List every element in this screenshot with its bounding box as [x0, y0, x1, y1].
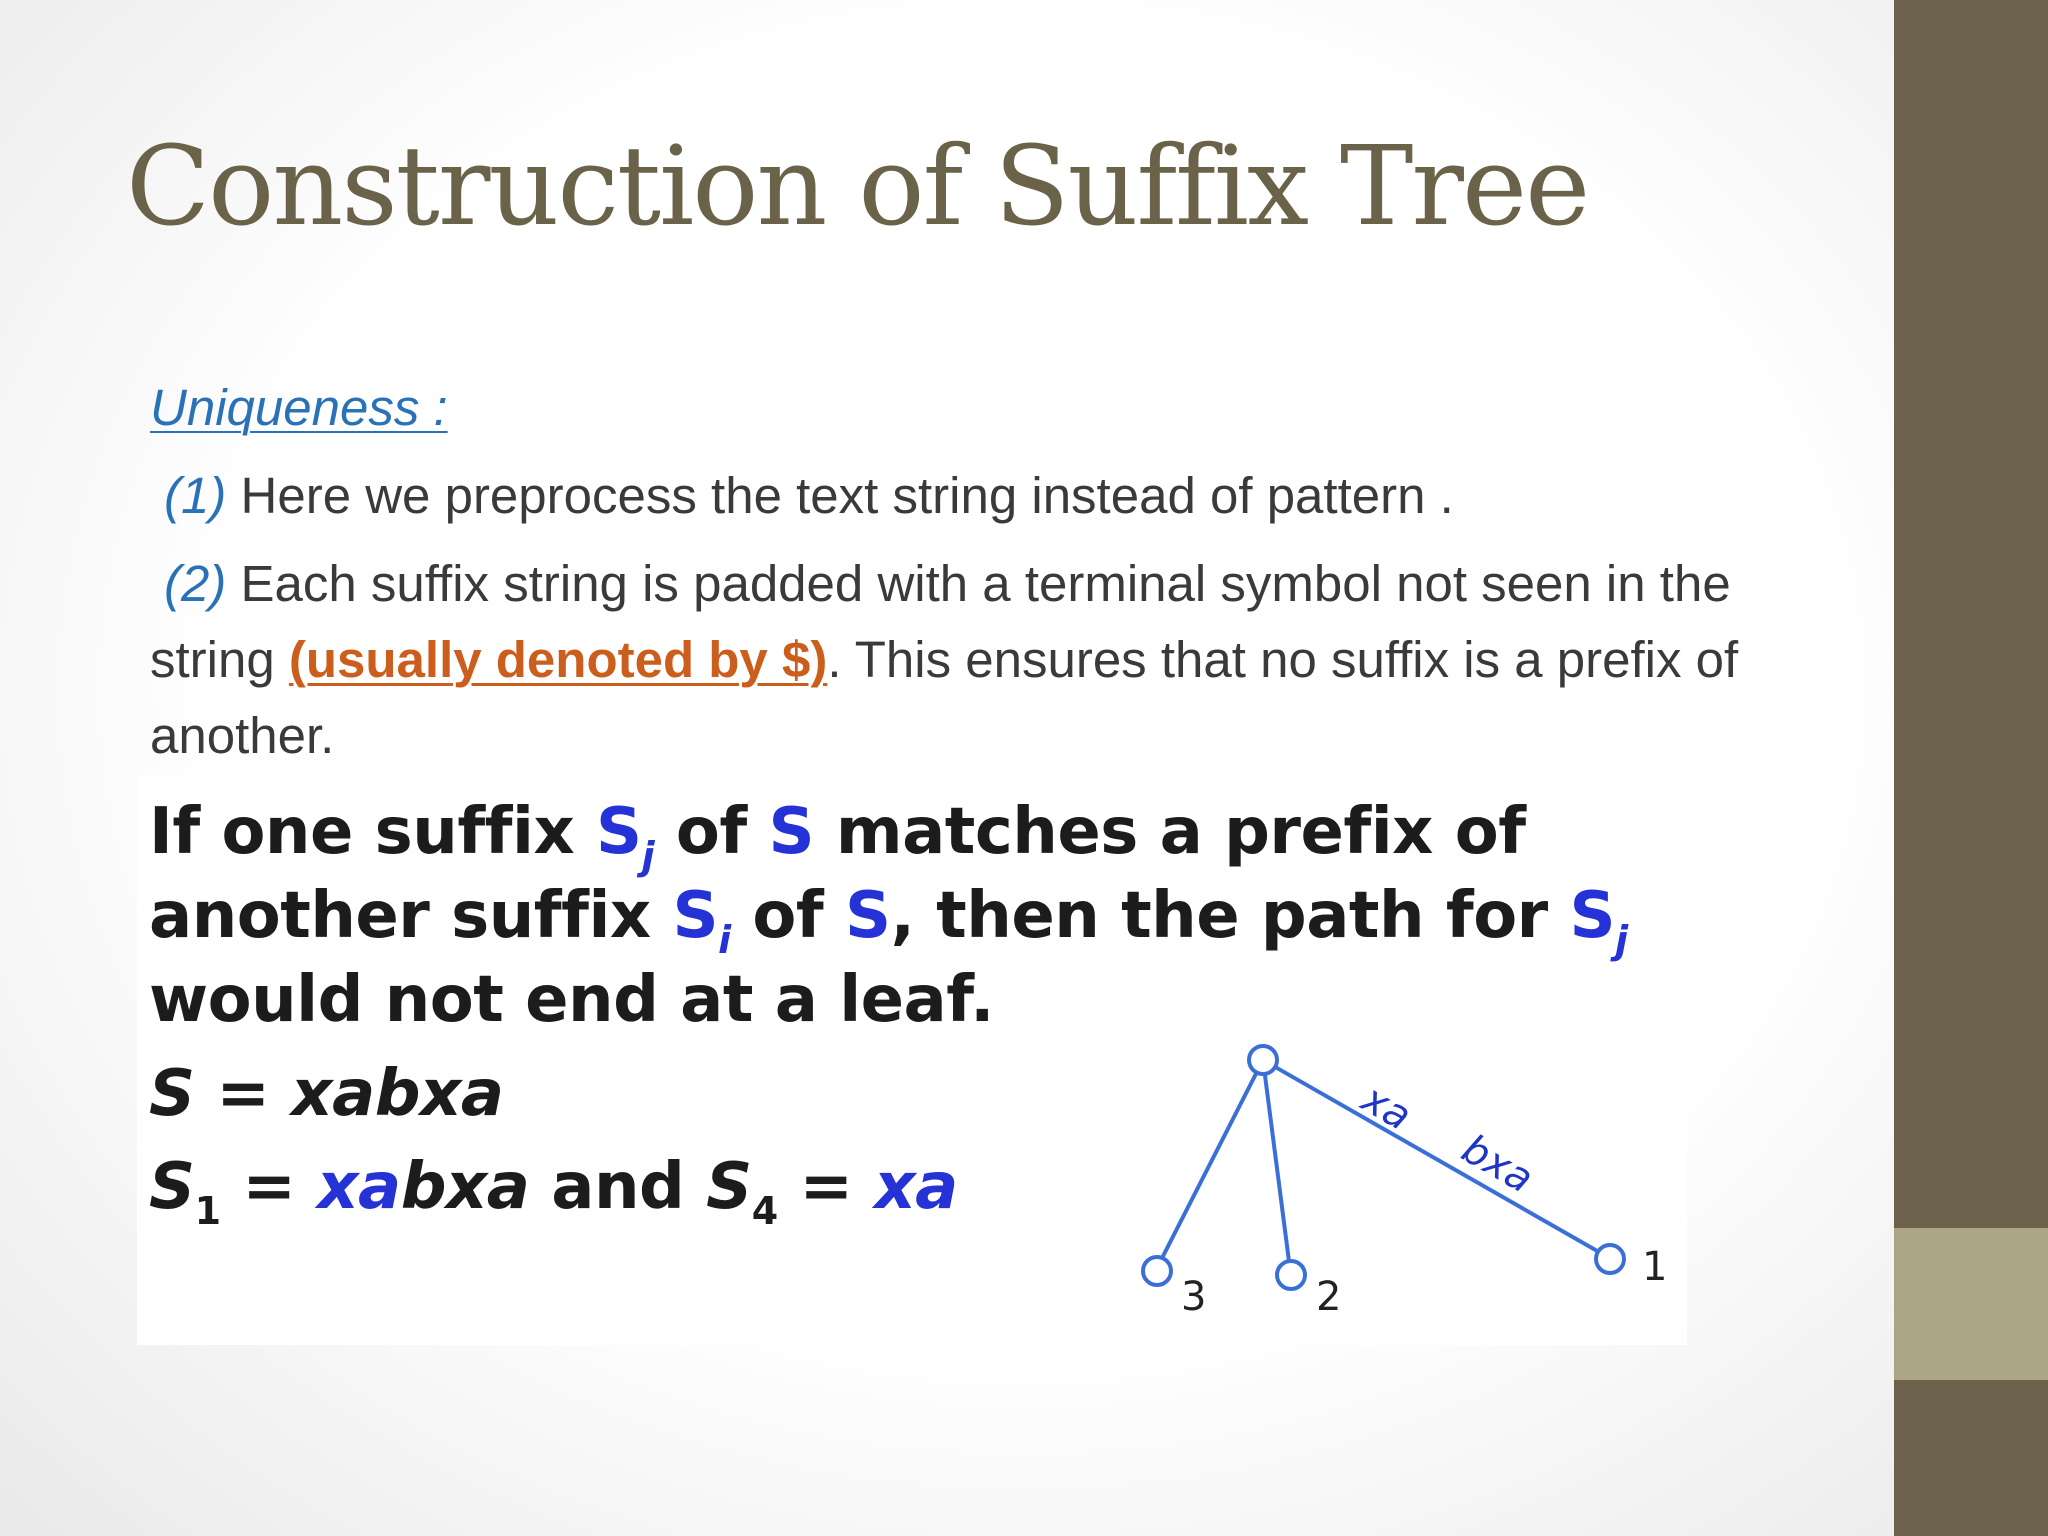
suffix-subscript: 1	[194, 1189, 221, 1233]
point-1	[150, 458, 1800, 534]
heading-line	[150, 370, 1800, 446]
slide-title: Construction of Suffix Tree	[126, 122, 1589, 250]
figure-text: another suffix	[149, 879, 673, 953]
suffix-value: bxa	[400, 1150, 530, 1224]
tree-leaf-node-3	[1143, 1257, 1171, 1285]
suffix-symbol: S	[672, 879, 719, 953]
figure-text: and	[529, 1150, 707, 1224]
equals-sign: =	[777, 1150, 875, 1224]
figure-text: matches a prefix of	[814, 795, 1526, 869]
point-1-text: Here we preprocess the text string instead of pattern .	[226, 467, 1454, 524]
suffix-value-highlight: xa	[317, 1150, 401, 1224]
tree-edge-1	[1263, 1060, 1606, 1256]
tree-leaf-node-1	[1596, 1245, 1624, 1273]
suffix-tree-figure	[137, 775, 1687, 1345]
leaf-label-2: 2	[1316, 1274, 1342, 1320]
string-symbol: S	[844, 879, 891, 953]
point-2-text-before: Each suffix string is padded with a terminal symbol not seen in the string	[150, 555, 1731, 688]
suffix-symbol: S	[1569, 879, 1616, 953]
decorative-sidebar-accent	[1894, 1228, 2048, 1380]
leaf-label-1: 1	[1642, 1244, 1668, 1290]
figure-line-3: would not end at a leaf.	[149, 963, 994, 1037]
figure-text: If one suffix	[149, 795, 596, 869]
tree-leaf-node-2	[1277, 1261, 1305, 1289]
tree-edge-2	[1263, 1060, 1290, 1269]
suffix-symbol: S	[706, 1150, 752, 1224]
suffix-symbol: S	[149, 1150, 195, 1224]
suffix-subscript: i	[718, 918, 731, 962]
point-1-number: (1)	[164, 467, 227, 524]
edge-label-xa: xa	[1354, 1075, 1419, 1140]
leaf-label-3: 3	[1181, 1274, 1207, 1320]
point-2-text-after: . This ensures that no suffix is a prefix of another.	[150, 631, 1739, 764]
string-symbol: S	[768, 795, 815, 869]
uniqueness-heading: Uniqueness :	[150, 379, 448, 436]
suffix-symbol: S	[596, 795, 642, 869]
suffix-subscript: 4	[751, 1189, 778, 1233]
tree-root-node	[1249, 1046, 1277, 1074]
figure-text: of	[730, 879, 845, 953]
string-symbol: S	[149, 1057, 195, 1131]
slide-body	[150, 370, 1800, 774]
tree-edge-3	[1158, 1060, 1263, 1266]
figure-text: of	[654, 795, 769, 869]
equals-sign: =	[220, 1150, 318, 1224]
suffix-value-highlight: xa	[874, 1150, 958, 1224]
suffix-tree-diagram	[137, 775, 1687, 1345]
string-value: xabxa	[291, 1057, 504, 1131]
edge-label-bxa: bxa	[1454, 1125, 1541, 1203]
equals-sign: =	[194, 1057, 292, 1131]
dollar-note: (usually denoted by $)	[288, 631, 828, 688]
point-2-number: (2)	[164, 555, 227, 612]
figure-text: , then the path for	[890, 879, 1570, 953]
suffix-subscript: j	[1615, 918, 1628, 962]
point-2	[150, 546, 1800, 774]
suffix-subscript: j	[641, 834, 655, 878]
